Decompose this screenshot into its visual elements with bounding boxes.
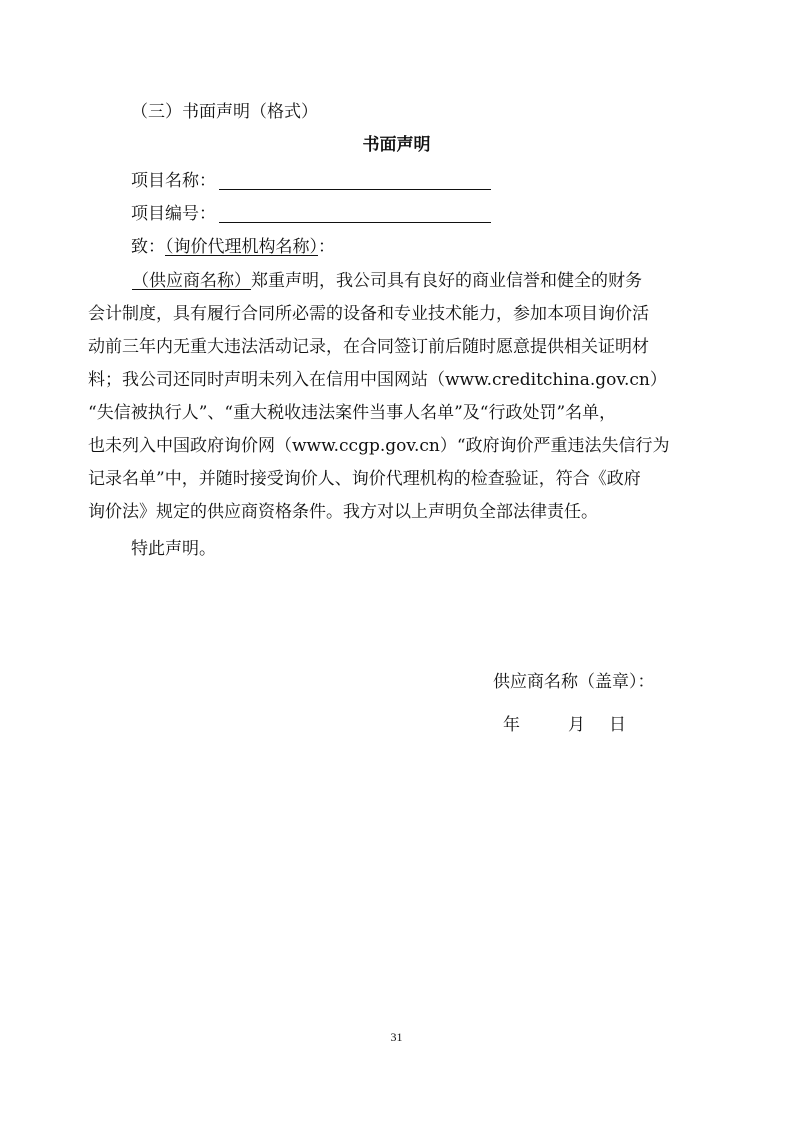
closing-text: 特此声明。 [131,539,216,559]
date-month: 月 [568,715,585,735]
date-line [503,714,626,736]
addressee-suffix: ： [318,237,335,257]
statement-line-1: （供应商名称）郑重声明，我公司具有良好的商业信誉和健全的财务 [132,271,642,291]
signature-label: 供应商名称（盖章）： [493,672,655,692]
section-heading: （三）书面声明（格式） [131,102,318,122]
addressee-prefix: 致： [131,237,165,257]
statement-line-2: 会计制度，具有履行合同所必需的设备和专业技术能力，参加本项目询价活 [88,304,649,324]
project-name-blank [219,189,491,190]
page-number: 31 [390,1030,403,1044]
date-day: 日 [609,715,626,735]
project-name-label: 项目名称： [131,171,216,191]
date-year: 年 [503,715,520,735]
statement-line-5: “失信被执行人”、“重大税收违法案件当事人名单”及“行政处罚”名单， [88,403,617,423]
statement-paragraph [88,265,718,529]
project-name-row [131,170,216,192]
project-number-blank [219,222,491,223]
document-title: 书面声明 [362,135,431,155]
statement-line-3: 动前三年内无重大违法活动记录，在合同签订前后随时愿意提供相关证明材 [88,337,649,357]
statement-line-7: 记录名单”中，并随时接受询价人、询价代理机构的检查验证，符合《政府 [88,469,641,489]
project-number-row [131,203,216,225]
supplier-name-placeholder: （供应商名称） [132,271,251,291]
agency-name-placeholder: （询价代理机构名称） [165,237,318,257]
statement-line-6: 也未列入中国政府询价网（www.ccgp.gov.cn）“政府询价严重违法失信行为 [88,436,670,456]
statement-line-4: 料；我公司还同时声明未列入在信用中国网站（www.creditchina.gov.cn） [88,370,667,390]
project-number-label: 项目编号： [131,204,216,224]
statement-line-8: 询价法》规定的供应商资格条件。我方对以上声明负全部法律责任。 [88,502,598,522]
addressee-line [131,236,335,258]
